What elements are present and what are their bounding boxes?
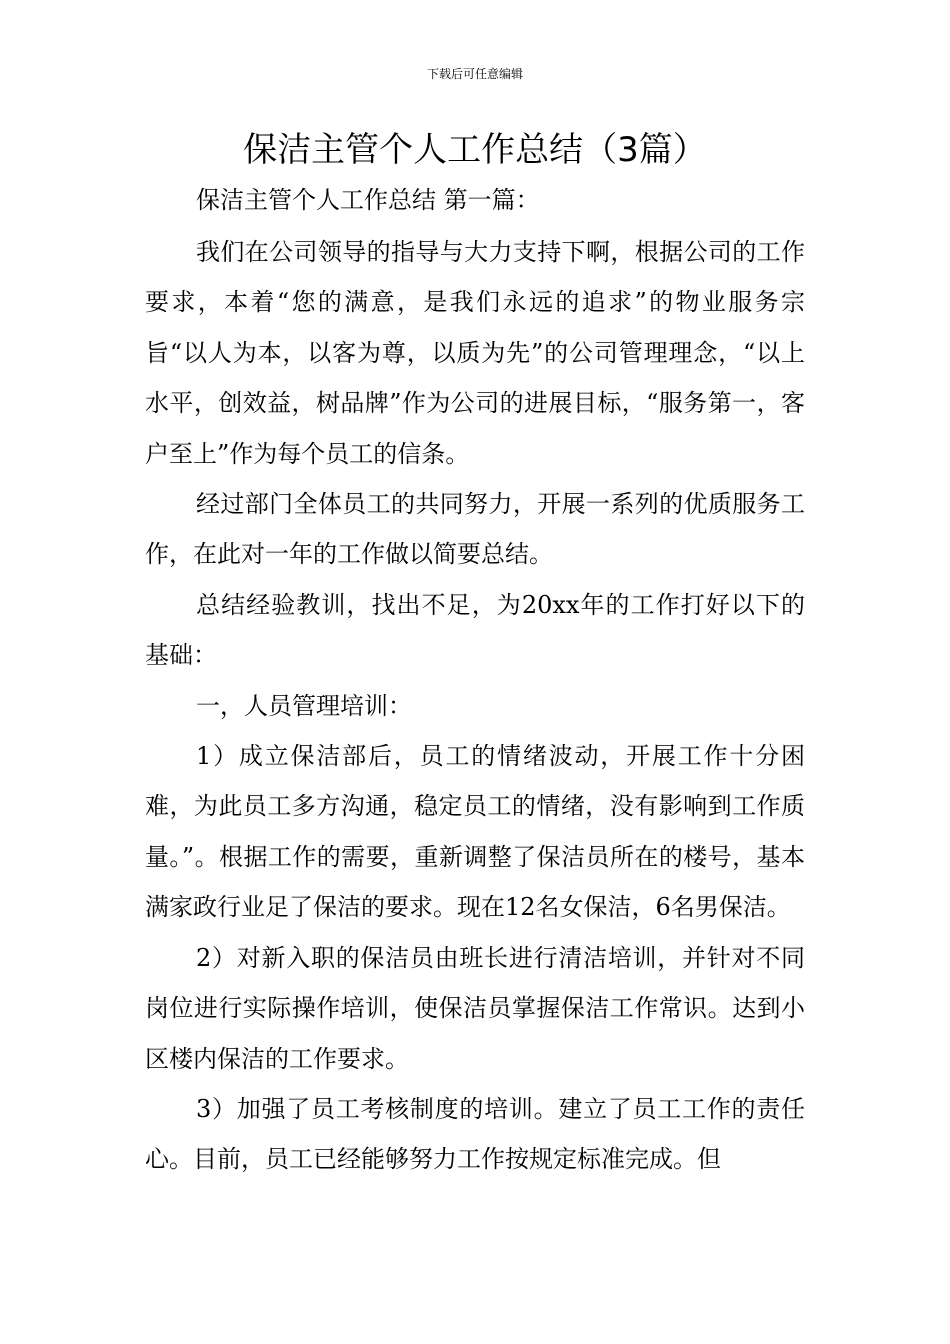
paragraph-item-2: 2）对新入职的保洁员由班长进行清洁培训，并针对不同岗位进行实际操作培训，使保洁员掌握保洁工作常识。达到小区楼内保洁的工作要求。 (145, 943, 805, 1073)
section-heading: 保洁主管个人工作总结 第一篇： (196, 186, 540, 214)
paragraph-section-one-heading: 一，人员管理培训： (196, 691, 412, 720)
paragraph-lessons: 总结经验教训，找出不足，为20xx年的工作打好以下的基础： (145, 590, 805, 670)
paragraph-item-3: 3）加强了员工考核制度的培训。建立了员工工作的责任心。目前，员工已经能够努力工作按规定标准完成。但 (145, 1094, 805, 1174)
document-body (145, 227, 805, 1185)
paragraph-summary: 经过部门全体员工的共同努力，开展一系列的优质服务工作，在此对一年的工作做以简要总结。 (145, 490, 805, 569)
page-header-note: 下载后可任意编辑 (426, 67, 523, 81)
paragraph-intro: 我们在公司领导的指导与大力支持下啊，根据公司的工作要求，本着“您的满意，是我们永远的追求”的物业服务宗旨“以人为本，以客为尊，以质为先”的公司管理理念，“以上水平，创效益，树品牌”作为公司的进展目标，“服务第一，客户至上”作为每个员工的信条。 (145, 238, 805, 468)
paragraph-item-1: 1）成立保洁部后，员工的情绪波动，开展工作十分困难，为此员工多方沟通，稳定员工的情绪，没有影响到工作质量。”。根据工作的需要，重新调整了保洁员所在的楼号，基本满家政行业足了保洁的要求。现在12名女保洁，6名男保洁。 (145, 742, 805, 922)
document-title: 保洁主管个人工作总结（3篇） (243, 130, 707, 170)
